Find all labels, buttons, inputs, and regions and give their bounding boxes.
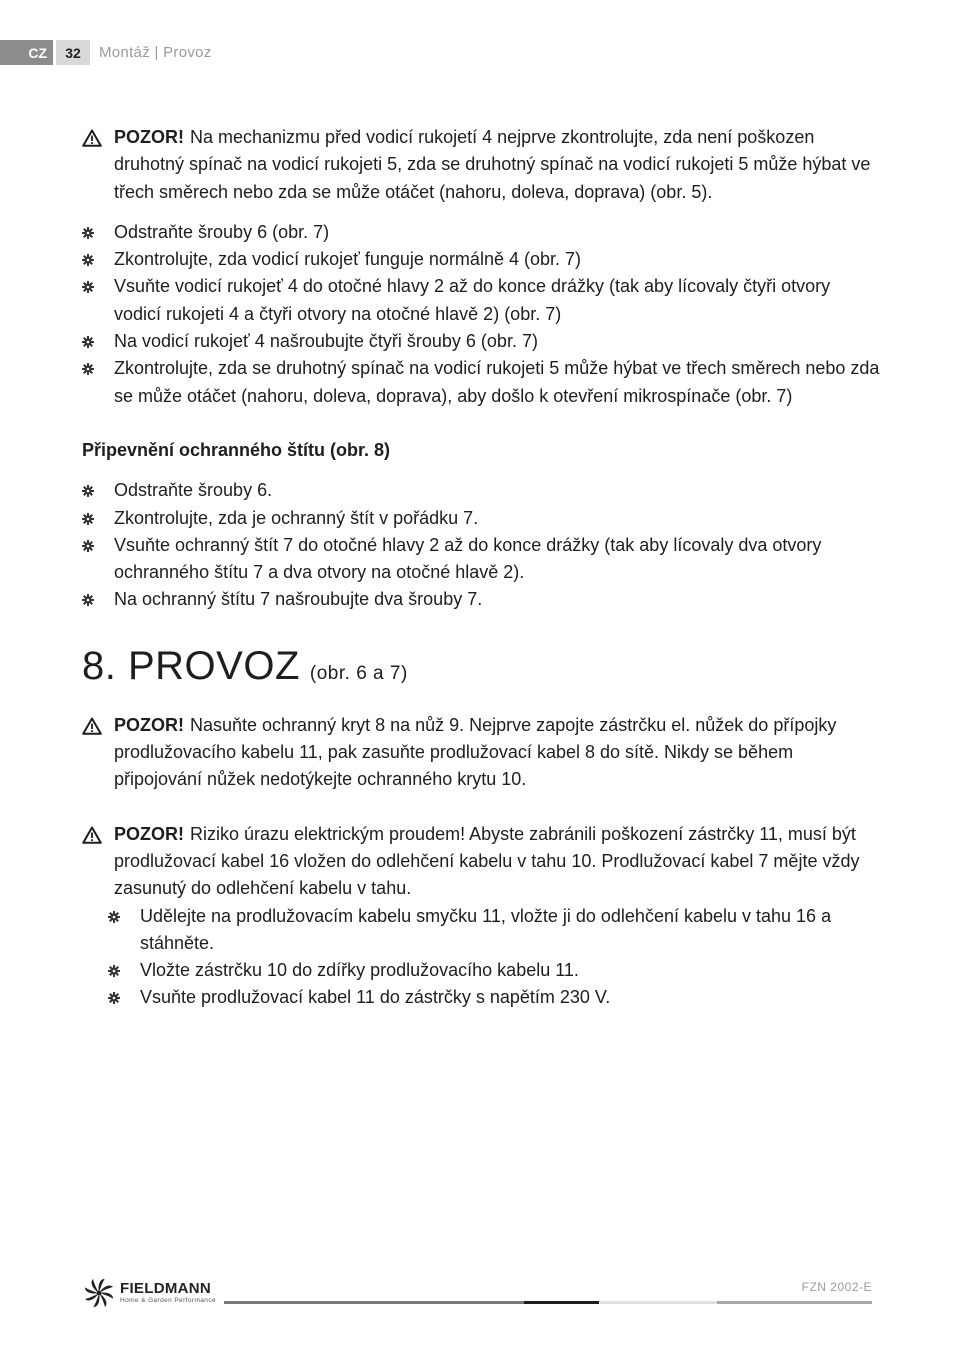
instruction-list — [82, 219, 882, 410]
footer-rule-accent — [524, 1301, 599, 1304]
gear-bullet-icon — [82, 485, 94, 497]
chapter-title — [82, 642, 882, 698]
list-item-text: Odstraňte šrouby 6. — [114, 480, 273, 501]
gear-bullet-icon — [82, 254, 94, 266]
list-item — [82, 328, 882, 355]
list-item-text: Vložte zástrčku 10 do zdířky prodlužovacího kabelu 11. — [140, 960, 579, 981]
list-item-text: Zkontrolujte, zda vodicí rukojeť funguje normálně 4 (obr. 7) — [114, 249, 581, 270]
list-item-text: Na ochranný štítu 7 našroubujte dva šrouby 7. — [114, 589, 483, 610]
brand-tagline: Home & Garden Performance — [120, 1297, 216, 1304]
footer-rule — [224, 1301, 524, 1304]
gear-bullet-icon — [82, 540, 94, 552]
gear-bullet-icon — [108, 992, 120, 1004]
warning-block — [82, 124, 882, 206]
brand-name: FIELDMANN — [120, 1280, 212, 1297]
gear-bullet-icon — [108, 911, 120, 923]
warning-label: POZOR! — [114, 823, 184, 844]
list-item — [82, 477, 882, 504]
warning-text — [114, 712, 882, 794]
list-item — [82, 219, 882, 246]
instruction-list — [82, 477, 882, 613]
list-item — [82, 246, 882, 273]
gear-bullet-icon — [82, 513, 94, 525]
page-number: 32 — [56, 40, 90, 65]
warning-block — [82, 821, 882, 903]
warning-block — [82, 712, 882, 794]
list-item — [82, 505, 882, 532]
gear-bullet-icon — [82, 336, 94, 348]
warning-label: POZOR! — [114, 127, 184, 147]
instruction-list — [82, 903, 882, 1012]
model-number: FZN 2002-E — [801, 1280, 872, 1294]
gear-bullet-icon — [82, 227, 94, 239]
warning-label: POZOR! — [114, 714, 184, 735]
list-item-text: Zkontrolujte, zda se druhotný spínač na vodicí rukojeti 5 může hýbat ve třech směrech nebo zda se může otáčet (nahoru, doleva, doprava), aby došlo k otevření mikrospínače (obr. 7) — [114, 358, 880, 406]
list-item-text: Zkontrolujte, zda je ochranný štít v pořádku 7. — [114, 507, 479, 528]
list-item-text: Vsuňte ochranný štít 7 do otočné hlavy 2 až do konce drážky (tak aby lícovaly dva otvory ochranného štítu 7 a dva otvory na otočné hlavě 2). — [114, 534, 822, 583]
gear-bullet-icon — [82, 594, 94, 606]
gear-bullet-icon — [108, 965, 120, 977]
footer-rule-light — [599, 1301, 717, 1304]
list-item-text: Na vodicí rukojeť 4 našroubujte čtyři šrouby 6 (obr. 7) — [114, 331, 538, 352]
warning-body: Nasuňte ochranný kryt 8 na nůž 9. Nejprve zapojte zástrčku el. nůžek do přípojky prodlužovacího kabelu 11, pak zasuňte prodlužovací kabel 8 do sítě. Nikdy se během připojování nůžek nedotýkejte ochranného krytu 10. — [114, 714, 837, 790]
gear-bullet-icon — [82, 281, 94, 293]
section-heading: Připevnění ochranného štítu (obr. 8) — [82, 439, 391, 460]
list-item — [82, 586, 882, 613]
warning-text — [114, 124, 882, 206]
footer-rule-end — [717, 1301, 872, 1304]
warning-triangle-icon — [82, 712, 114, 735]
brand-logo — [82, 1276, 216, 1310]
list-item — [82, 903, 882, 958]
brand-text — [120, 1281, 216, 1305]
language-badge: CZ — [0, 40, 53, 65]
list-item — [82, 532, 882, 587]
list-item — [82, 355, 882, 410]
fan-logo-icon — [82, 1276, 116, 1310]
list-item — [82, 957, 882, 984]
warning-body: Riziko úrazu elektrickým proudem! Abyste zabránili poškození zástrčky 11, musí být prodlužovací kabel 16 vložen do odlehčení kabelu v tahu 10. Prodlužovací kabel 7 mějte vždy zasunutý do odlehčení kabelu v tahu. — [114, 823, 860, 899]
list-item — [82, 273, 882, 328]
warning-triangle-icon — [82, 821, 114, 844]
list-item-text: Udělejte na prodlužovacím kabelu smyčku 11, vložte ji do odlehčení kabelu v tahu 16 a stáhněte. — [140, 905, 832, 953]
section-label: Montáž | Provoz — [99, 44, 212, 61]
list-item-text: Vsuňte prodlužovací kabel 11 do zástrčky s napětím 230 V. — [140, 987, 611, 1008]
chapter-subtitle: (obr. 6 a 7) — [309, 662, 408, 684]
warning-triangle-icon — [82, 124, 114, 147]
gear-bullet-icon — [82, 363, 94, 375]
list-item-text: Odstraňte šrouby 6 (obr. 7) — [114, 221, 330, 242]
warning-text — [114, 821, 882, 903]
page-content — [82, 124, 882, 1012]
chapter-title-text: 8. PROVOZ — [82, 643, 300, 688]
warning-body: Na mechanizmu před vodicí rukojetí 4 nejprve zkontrolujte, zda není poškozen druhotný spínač na vodicí rukojeti 5, zda se druhotný spínač na vodicí rukojeti 5 může hýbat ve třech směrech nebo zda se může otáčet (nahoru, doleva, doprava) (obr. 5). — [114, 127, 871, 202]
list-item-text: Vsuňte vodicí rukojeť 4 do otočné hlavy 2 až do konce drážky (tak aby lícovaly čtyři otvory vodicí rukojeti 4 a čtyři otvory na otočné hlavě 2) (obr. 7) — [114, 276, 831, 324]
list-item — [82, 984, 882, 1011]
page-header — [0, 40, 212, 65]
